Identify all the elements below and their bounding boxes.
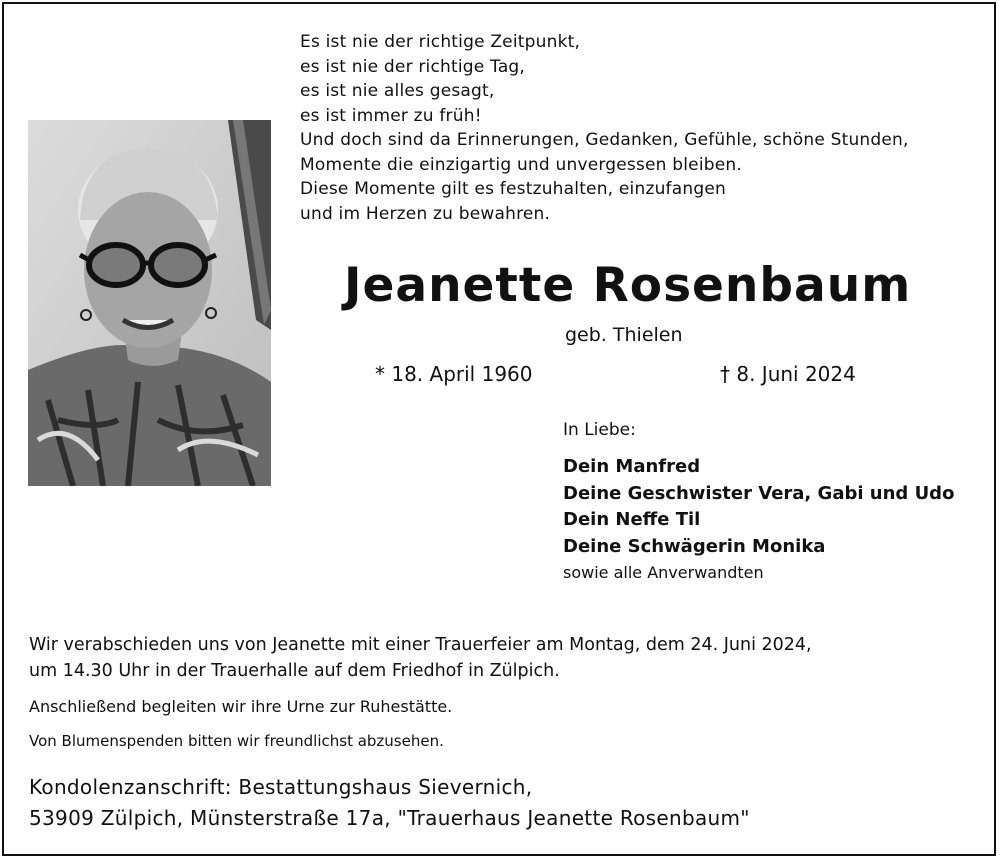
mourners-list: [563, 454, 954, 560]
poem-line: es ist nie alles gesagt,: [300, 81, 495, 101]
poem-line: und im Herzen zu bewahren.: [300, 203, 551, 224]
memorial-poem: [300, 30, 909, 226]
mourners-intro: In Liebe:: [563, 420, 636, 440]
condolence-address: [29, 772, 750, 834]
poem-line: Und doch sind da Erinnerungen, Gedanken, Gefühle, schöne Stunden,: [300, 130, 909, 150]
mourner-name: Dein Manfred: [563, 456, 701, 477]
condolence-line: 53909 Zülpich, Münsterstraße 17a, "Trauerhaus Jeanette Rosenbaum": [29, 806, 750, 830]
urn-notice: Anschließend begleiten wir ihre Urne zur Ruhestätte.: [29, 697, 453, 716]
deceased-name: Jeanette Rosenbaum: [344, 258, 912, 313]
ceremony-line: um 14.30 Uhr in der Trauerhalle auf dem Friedhof in Zülpich.: [29, 661, 560, 681]
ceremony-line: Wir verabschieden uns von Jeanette mit einer Trauerfeier am Montag, dem 24. Juni 2024,: [29, 635, 812, 655]
poem-line: Diese Momente gilt es festzuhalten, einzufangen: [300, 179, 726, 199]
portrait-photo: [28, 120, 271, 486]
flowers-notice: Von Blumenspenden bitten wir freundlichst abzusehen.: [29, 732, 444, 750]
death-date: † 8. Juni 2024: [720, 362, 856, 386]
condolence-line: Kondolenzanschrift: Bestattungshaus Sievernich,: [29, 775, 533, 799]
poem-line: Momente die einzigartig und unvergessen bleiben.: [300, 154, 742, 175]
ceremony-notice: [29, 632, 812, 684]
maiden-name: geb. Thielen: [565, 324, 683, 346]
other-relatives: sowie alle Anverwandten: [563, 563, 764, 582]
poem-line: Es ist nie der richtige Zeitpunkt,: [300, 32, 581, 52]
poem-line: es ist nie der richtige Tag,: [300, 56, 526, 77]
mourner-name: Deine Geschwister Vera, Gabi und Udo: [563, 482, 955, 504]
birth-date: * 18. April 1960: [375, 362, 533, 386]
mourner-name: Deine Schwägerin Monika: [563, 535, 826, 557]
poem-line: es ist immer zu früh!: [300, 105, 482, 126]
portrait-icon: [28, 120, 271, 486]
mourner-name: Dein Neffe Til: [563, 509, 701, 530]
